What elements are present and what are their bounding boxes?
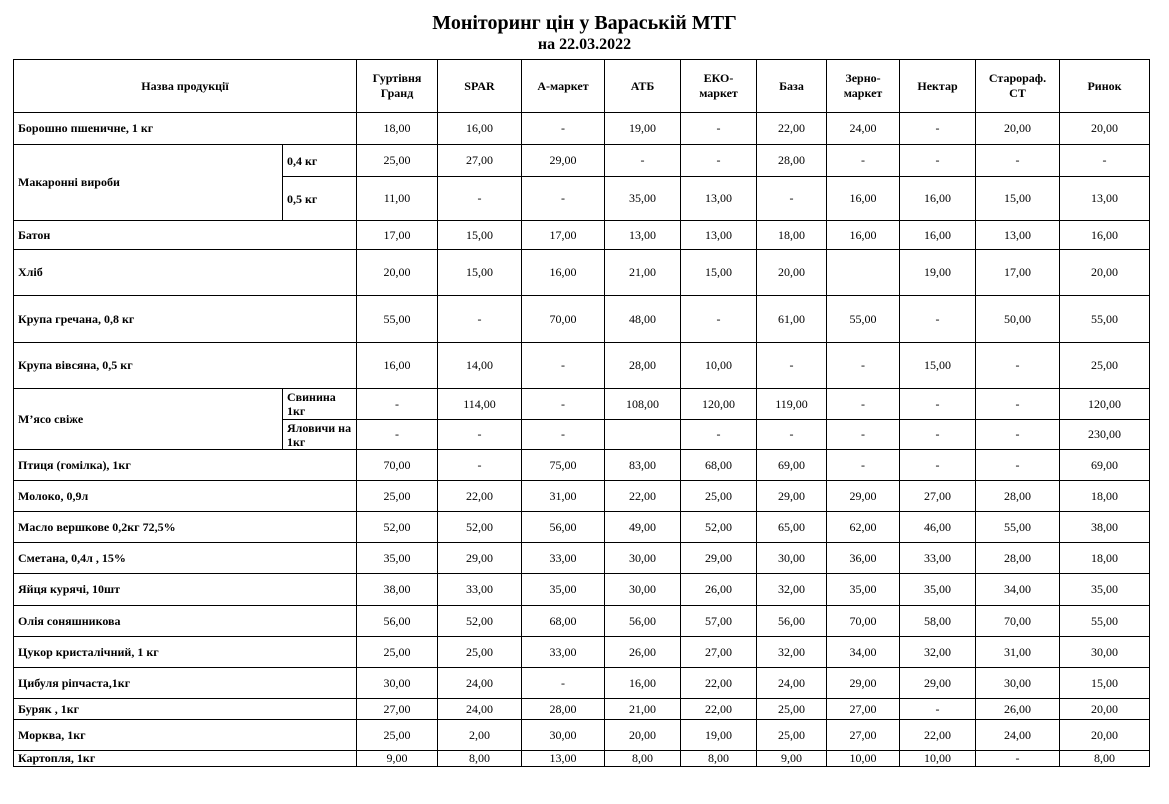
price-cell-atb: 21,00 bbox=[605, 699, 681, 720]
price-cell-baza: 18,00 bbox=[757, 221, 827, 250]
price-cell-grand: 30,00 bbox=[357, 668, 438, 699]
table-row bbox=[14, 250, 1150, 296]
price-cell-atb bbox=[605, 420, 681, 450]
price-cell-a-market: 17,00 bbox=[522, 221, 605, 250]
table-row bbox=[14, 113, 1150, 145]
price-cell-nektar: 15,00 bbox=[900, 343, 976, 389]
price-cell-grand: 27,00 bbox=[357, 699, 438, 720]
price-cell-rynok: 20,00 bbox=[1060, 113, 1150, 145]
product-name: Яйця курячі, 10шт bbox=[14, 574, 357, 606]
price-cell-nektar: - bbox=[900, 389, 976, 420]
product-name: Борошно пшеничне, 1 кг bbox=[14, 113, 357, 145]
price-cell-zerno-market: 27,00 bbox=[827, 699, 900, 720]
price-cell-atb: 8,00 bbox=[605, 751, 681, 767]
price-cell-atb: 35,00 bbox=[605, 177, 681, 221]
price-cell-spar: 25,00 bbox=[438, 637, 522, 668]
price-cell-eko-market: 19,00 bbox=[681, 720, 757, 751]
product-name: Олія соняшникова bbox=[14, 606, 357, 637]
price-cell-nektar: - bbox=[900, 420, 976, 450]
table-row bbox=[14, 221, 1150, 250]
price-cell-spar: 22,00 bbox=[438, 481, 522, 512]
price-cell-a-market: - bbox=[522, 420, 605, 450]
price-cell-rynok: 69,00 bbox=[1060, 450, 1150, 481]
price-cell-staroraf: - bbox=[976, 450, 1060, 481]
price-cell-baza: 29,00 bbox=[757, 481, 827, 512]
page-title: Моніторинг цін у Вараській МТГ bbox=[432, 12, 737, 34]
price-cell-a-market: 33,00 bbox=[522, 543, 605, 574]
price-cell-nektar: 16,00 bbox=[900, 177, 976, 221]
price-cell-baza: 30,00 bbox=[757, 543, 827, 574]
price-cell-a-market: 56,00 bbox=[522, 512, 605, 543]
price-cell-atb: 19,00 bbox=[605, 113, 681, 145]
price-cell-rynok: 38,00 bbox=[1060, 512, 1150, 543]
page-date: на 22.03.2022 bbox=[537, 36, 632, 53]
price-cell-grand: 11,00 bbox=[357, 177, 438, 221]
product-variant: Яловичи на 1кг bbox=[283, 420, 357, 450]
product-name: Буряк , 1кг bbox=[14, 699, 357, 720]
price-cell-rynok: 8,00 bbox=[1060, 751, 1150, 767]
price-cell-zerno-market: 27,00 bbox=[827, 720, 900, 751]
table-row bbox=[14, 637, 1150, 668]
header-row bbox=[14, 60, 1150, 113]
price-cell-eko-market: 68,00 bbox=[681, 450, 757, 481]
price-cell-zerno-market: 29,00 bbox=[827, 481, 900, 512]
price-cell-baza: - bbox=[757, 177, 827, 221]
price-cell-staroraf: - bbox=[976, 420, 1060, 450]
table-row bbox=[14, 606, 1150, 637]
price-cell-atb: 13,00 bbox=[605, 221, 681, 250]
price-cell-staroraf: - bbox=[976, 751, 1060, 767]
price-cell-staroraf: 28,00 bbox=[976, 481, 1060, 512]
product-name: Хліб bbox=[14, 250, 357, 296]
table-row bbox=[14, 668, 1150, 699]
price-cell-eko-market: 57,00 bbox=[681, 606, 757, 637]
product-name: Сметана, 0,4л , 15% bbox=[14, 543, 357, 574]
price-cell-staroraf: 30,00 bbox=[976, 668, 1060, 699]
price-cell-baza: - bbox=[757, 343, 827, 389]
price-cell-rynok: 55,00 bbox=[1060, 606, 1150, 637]
price-cell-grand: 55,00 bbox=[357, 296, 438, 343]
price-cell-atb: 22,00 bbox=[605, 481, 681, 512]
price-cell-zerno-market: 55,00 bbox=[827, 296, 900, 343]
price-cell-spar: 16,00 bbox=[438, 113, 522, 145]
price-cell-atb: - bbox=[605, 145, 681, 177]
price-cell-a-market: 16,00 bbox=[522, 250, 605, 296]
price-cell-a-market: - bbox=[522, 113, 605, 145]
product-name: Крупа вівсяна, 0,5 кг bbox=[14, 343, 357, 389]
price-cell-staroraf: 31,00 bbox=[976, 637, 1060, 668]
price-cell-rynok: 18,00 bbox=[1060, 481, 1150, 512]
price-cell-a-market: 70,00 bbox=[522, 296, 605, 343]
price-cell-atb: 49,00 bbox=[605, 512, 681, 543]
price-cell-rynok: 15,00 bbox=[1060, 668, 1150, 699]
price-cell-zerno-market bbox=[827, 250, 900, 296]
price-cell-zerno-market: - bbox=[827, 145, 900, 177]
price-cell-spar: 15,00 bbox=[438, 250, 522, 296]
price-cell-rynok: - bbox=[1060, 145, 1150, 177]
price-cell-nektar: 35,00 bbox=[900, 574, 976, 606]
price-cell-zerno-market: 16,00 bbox=[827, 177, 900, 221]
product-variant: 0,4 кг bbox=[283, 145, 357, 177]
price-cell-spar: 14,00 bbox=[438, 343, 522, 389]
price-cell-zerno-market: 29,00 bbox=[827, 668, 900, 699]
price-cell-atb: 21,00 bbox=[605, 250, 681, 296]
price-cell-grand: 25,00 bbox=[357, 481, 438, 512]
price-cell-zerno-market: 34,00 bbox=[827, 637, 900, 668]
product-variant: 0,5 кг bbox=[283, 177, 357, 221]
price-cell-eko-market: 52,00 bbox=[681, 512, 757, 543]
price-cell-baza: 61,00 bbox=[757, 296, 827, 343]
price-cell-grand: 52,00 bbox=[357, 512, 438, 543]
price-cell-baza: 28,00 bbox=[757, 145, 827, 177]
price-cell-eko-market: 8,00 bbox=[681, 751, 757, 767]
table-row bbox=[14, 296, 1150, 343]
product-name: Батон bbox=[14, 221, 357, 250]
table-row bbox=[14, 574, 1150, 606]
price-cell-eko-market: 10,00 bbox=[681, 343, 757, 389]
price-cell-zerno-market: - bbox=[827, 420, 900, 450]
price-cell-atb: 26,00 bbox=[605, 637, 681, 668]
price-cell-eko-market: - bbox=[681, 296, 757, 343]
price-cell-spar: 114,00 bbox=[438, 389, 522, 420]
price-cell-nektar: 58,00 bbox=[900, 606, 976, 637]
price-cell-nektar: 33,00 bbox=[900, 543, 976, 574]
header-store-atb: АТБ bbox=[605, 60, 681, 113]
header-store-nektar: Нектар bbox=[900, 60, 976, 113]
price-cell-rynok: 13,00 bbox=[1060, 177, 1150, 221]
price-cell-baza: 65,00 bbox=[757, 512, 827, 543]
table-row bbox=[14, 720, 1150, 751]
price-cell-a-market: 68,00 bbox=[522, 606, 605, 637]
price-cell-grand: 17,00 bbox=[357, 221, 438, 250]
price-cell-atb: 28,00 bbox=[605, 343, 681, 389]
price-cell-grand: 20,00 bbox=[357, 250, 438, 296]
price-cell-nektar: - bbox=[900, 450, 976, 481]
price-cell-atb: 48,00 bbox=[605, 296, 681, 343]
price-cell-nektar: 32,00 bbox=[900, 637, 976, 668]
product-variant: Свинина 1кг bbox=[283, 389, 357, 420]
table-row bbox=[14, 389, 1150, 420]
price-cell-staroraf: 17,00 bbox=[976, 250, 1060, 296]
price-cell-baza: 22,00 bbox=[757, 113, 827, 145]
price-cell-grand: 9,00 bbox=[357, 751, 438, 767]
table-row bbox=[14, 699, 1150, 720]
price-cell-zerno-market: 35,00 bbox=[827, 574, 900, 606]
price-cell-grand: 35,00 bbox=[357, 543, 438, 574]
price-cell-zerno-market: 10,00 bbox=[827, 751, 900, 767]
price-cell-atb: 30,00 bbox=[605, 543, 681, 574]
price-cell-grand: 16,00 bbox=[357, 343, 438, 389]
price-cell-baza: 25,00 bbox=[757, 699, 827, 720]
price-cell-rynok: 120,00 bbox=[1060, 389, 1150, 420]
price-cell-staroraf: 13,00 bbox=[976, 221, 1060, 250]
price-cell-spar: 33,00 bbox=[438, 574, 522, 606]
price-cell-eko-market: 22,00 bbox=[681, 699, 757, 720]
price-cell-baza: - bbox=[757, 420, 827, 450]
header-store-staroraf: Старораф. СТ bbox=[976, 60, 1060, 113]
price-cell-eko-market: 29,00 bbox=[681, 543, 757, 574]
price-cell-zerno-market: 16,00 bbox=[827, 221, 900, 250]
table-row bbox=[14, 481, 1150, 512]
price-cell-a-market: 75,00 bbox=[522, 450, 605, 481]
price-cell-spar: 27,00 bbox=[438, 145, 522, 177]
price-cell-spar: 29,00 bbox=[438, 543, 522, 574]
price-cell-grand: 38,00 bbox=[357, 574, 438, 606]
price-cell-zerno-market: 36,00 bbox=[827, 543, 900, 574]
price-cell-eko-market: 25,00 bbox=[681, 481, 757, 512]
price-cell-spar: 2,00 bbox=[438, 720, 522, 751]
price-cell-rynok: 20,00 bbox=[1060, 720, 1150, 751]
product-name: Цибуля ріпчаста,1кг bbox=[14, 668, 357, 699]
price-cell-grand: 25,00 bbox=[357, 145, 438, 177]
price-cell-nektar: 22,00 bbox=[900, 720, 976, 751]
price-cell-atb: 20,00 bbox=[605, 720, 681, 751]
price-cell-nektar: - bbox=[900, 145, 976, 177]
price-cell-baza: 69,00 bbox=[757, 450, 827, 481]
product-name: Крупа гречана, 0,8 кг bbox=[14, 296, 357, 343]
price-cell-staroraf: - bbox=[976, 145, 1060, 177]
table-row bbox=[14, 543, 1150, 574]
price-cell-a-market: 35,00 bbox=[522, 574, 605, 606]
price-cell-rynok: 25,00 bbox=[1060, 343, 1150, 389]
header-store-spar: SPAR bbox=[438, 60, 522, 113]
price-cell-staroraf: - bbox=[976, 343, 1060, 389]
product-name: Морква, 1кг bbox=[14, 720, 357, 751]
price-cell-a-market: 29,00 bbox=[522, 145, 605, 177]
price-cell-atb: 30,00 bbox=[605, 574, 681, 606]
price-cell-eko-market: 13,00 bbox=[681, 177, 757, 221]
price-cell-zerno-market: 70,00 bbox=[827, 606, 900, 637]
header-store-grand: Гуртівня Гранд bbox=[357, 60, 438, 113]
price-cell-zerno-market: 24,00 bbox=[827, 113, 900, 145]
price-cell-staroraf: - bbox=[976, 389, 1060, 420]
price-cell-baza: 119,00 bbox=[757, 389, 827, 420]
price-cell-staroraf: 28,00 bbox=[976, 543, 1060, 574]
table-row bbox=[14, 450, 1150, 481]
price-cell-eko-market: 120,00 bbox=[681, 389, 757, 420]
price-cell-baza: 9,00 bbox=[757, 751, 827, 767]
price-cell-spar: 8,00 bbox=[438, 751, 522, 767]
price-cell-a-market: 31,00 bbox=[522, 481, 605, 512]
header-store-zerno-market: Зерно-маркет bbox=[827, 60, 900, 113]
price-cell-nektar: - bbox=[900, 296, 976, 343]
price-cell-nektar: 46,00 bbox=[900, 512, 976, 543]
price-cell-a-market: - bbox=[522, 343, 605, 389]
price-cell-spar: - bbox=[438, 450, 522, 481]
header-store-baza: База bbox=[757, 60, 827, 113]
price-cell-eko-market: 27,00 bbox=[681, 637, 757, 668]
price-cell-staroraf: 15,00 bbox=[976, 177, 1060, 221]
header-product: Назва продукції bbox=[14, 60, 357, 113]
price-cell-rynok: 18,00 bbox=[1060, 543, 1150, 574]
table-row bbox=[14, 343, 1150, 389]
price-cell-zerno-market: 62,00 bbox=[827, 512, 900, 543]
price-cell-zerno-market: - bbox=[827, 343, 900, 389]
price-cell-a-market: - bbox=[522, 389, 605, 420]
price-cell-eko-market: - bbox=[681, 113, 757, 145]
price-cell-nektar: 27,00 bbox=[900, 481, 976, 512]
table-row bbox=[14, 751, 1150, 767]
price-cell-a-market: 13,00 bbox=[522, 751, 605, 767]
price-cell-staroraf: 34,00 bbox=[976, 574, 1060, 606]
price-cell-baza: 56,00 bbox=[757, 606, 827, 637]
price-cell-rynok: 55,00 bbox=[1060, 296, 1150, 343]
price-cell-spar: - bbox=[438, 420, 522, 450]
price-cell-eko-market: 22,00 bbox=[681, 668, 757, 699]
price-cell-nektar: - bbox=[900, 699, 976, 720]
price-cell-nektar: 16,00 bbox=[900, 221, 976, 250]
price-cell-spar: 52,00 bbox=[438, 512, 522, 543]
price-cell-baza: 24,00 bbox=[757, 668, 827, 699]
price-cell-staroraf: 55,00 bbox=[976, 512, 1060, 543]
price-cell-zerno-market: - bbox=[827, 450, 900, 481]
price-cell-staroraf: 50,00 bbox=[976, 296, 1060, 343]
price-cell-rynok: 230,00 bbox=[1060, 420, 1150, 450]
price-cell-spar: 15,00 bbox=[438, 221, 522, 250]
price-cell-baza: 32,00 bbox=[757, 637, 827, 668]
product-name: Масло вершкове 0,2кг 72,5% bbox=[14, 512, 357, 543]
price-cell-nektar: 10,00 bbox=[900, 751, 976, 767]
price-cell-eko-market: 26,00 bbox=[681, 574, 757, 606]
price-cell-grand: - bbox=[357, 420, 438, 450]
price-cell-nektar: 29,00 bbox=[900, 668, 976, 699]
price-cell-spar: - bbox=[438, 177, 522, 221]
price-cell-eko-market: - bbox=[681, 420, 757, 450]
price-cell-nektar: 19,00 bbox=[900, 250, 976, 296]
price-cell-rynok: 16,00 bbox=[1060, 221, 1150, 250]
price-cell-atb: 108,00 bbox=[605, 389, 681, 420]
price-cell-rynok: 20,00 bbox=[1060, 699, 1150, 720]
header-store-eko-market: ЕКО-маркет bbox=[681, 60, 757, 113]
price-cell-rynok: 20,00 bbox=[1060, 250, 1150, 296]
header-store-a-market: А-маркет bbox=[522, 60, 605, 113]
price-cell-baza: 20,00 bbox=[757, 250, 827, 296]
price-cell-grand: - bbox=[357, 389, 438, 420]
price-cell-staroraf: 26,00 bbox=[976, 699, 1060, 720]
price-cell-atb: 56,00 bbox=[605, 606, 681, 637]
price-cell-a-market: - bbox=[522, 668, 605, 699]
price-cell-staroraf: 20,00 bbox=[976, 113, 1060, 145]
price-cell-nektar: - bbox=[900, 113, 976, 145]
price-cell-grand: 70,00 bbox=[357, 450, 438, 481]
price-cell-a-market: - bbox=[522, 177, 605, 221]
product-name: Молоко, 0,9л bbox=[14, 481, 357, 512]
price-cell-rynok: 30,00 bbox=[1060, 637, 1150, 668]
price-cell-spar: - bbox=[438, 296, 522, 343]
product-name: Птиця (гомілка), 1кг bbox=[14, 450, 357, 481]
price-cell-baza: 25,00 bbox=[757, 720, 827, 751]
price-cell-grand: 56,00 bbox=[357, 606, 438, 637]
price-cell-atb: 83,00 bbox=[605, 450, 681, 481]
price-cell-spar: 24,00 bbox=[438, 699, 522, 720]
price-cell-a-market: 30,00 bbox=[522, 720, 605, 751]
product-name: Цукор кристалічний, 1 кг bbox=[14, 637, 357, 668]
price-cell-eko-market: 13,00 bbox=[681, 221, 757, 250]
price-table bbox=[13, 59, 1150, 767]
product-name: М’ясо свіже bbox=[14, 389, 283, 450]
price-cell-a-market: 33,00 bbox=[522, 637, 605, 668]
price-cell-staroraf: 70,00 bbox=[976, 606, 1060, 637]
price-cell-grand: 25,00 bbox=[357, 637, 438, 668]
table-row bbox=[14, 145, 1150, 177]
header-store-rynok: Ринок bbox=[1060, 60, 1150, 113]
price-cell-spar: 24,00 bbox=[438, 668, 522, 699]
price-cell-a-market: 28,00 bbox=[522, 699, 605, 720]
price-cell-grand: 25,00 bbox=[357, 720, 438, 751]
price-cell-staroraf: 24,00 bbox=[976, 720, 1060, 751]
table-row bbox=[14, 512, 1150, 543]
price-cell-baza: 32,00 bbox=[757, 574, 827, 606]
product-name: Макаронні вироби bbox=[14, 145, 283, 221]
product-name: Картопля, 1кг bbox=[14, 751, 357, 767]
price-cell-grand: 18,00 bbox=[357, 113, 438, 145]
price-cell-eko-market: 15,00 bbox=[681, 250, 757, 296]
price-cell-rynok: 35,00 bbox=[1060, 574, 1150, 606]
price-cell-spar: 52,00 bbox=[438, 606, 522, 637]
price-cell-eko-market: - bbox=[681, 145, 757, 177]
price-cell-atb: 16,00 bbox=[605, 668, 681, 699]
price-cell-zerno-market: - bbox=[827, 389, 900, 420]
